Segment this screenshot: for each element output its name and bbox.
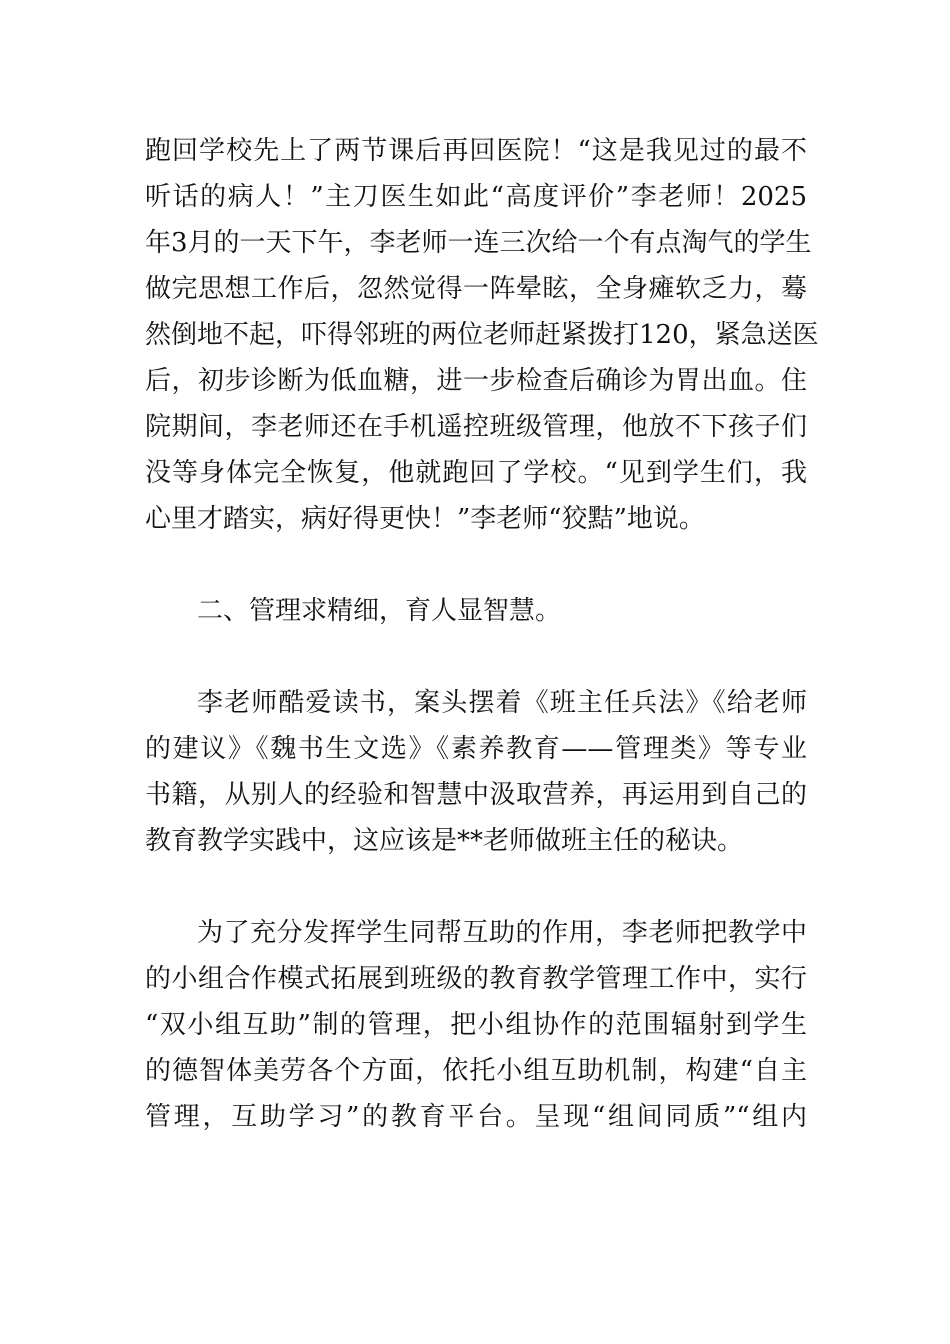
paragraph-reading (145, 680, 807, 864)
text-line: 的建议》《魏书生文选》《素养教育——管理类》等专业 (145, 734, 807, 764)
text-line: 管理，互助学习”的教育平台。呈现“组间同质”“组内 (145, 1102, 807, 1132)
text-line: 的小组合作模式拓展到班级的教育教学管理工作中，实行 (145, 964, 807, 994)
text-line: 的德智体美劳各个方面，依托小组互助机制，构建“自主 (145, 1056, 807, 1086)
text-line: 心里才踏实，病好得更快！”李老师“狡黠”地说。 (145, 504, 705, 534)
text-line: 没等身体完全恢复，他就跑回了学校。“见到学生们，我 (145, 458, 807, 488)
text-line: 书籍，从别人的经验和智慧中汲取营养，再运用到自己的 (145, 780, 807, 810)
text-line: 做完思想工作后，忽然觉得一阵晕眩，全身瘫软乏力，蓦 (145, 274, 807, 304)
heading-line: 二、管理求精细，育人显智慧。 (197, 596, 562, 626)
text-line: 后，初步诊断为低血糖，进一步检查后确诊为胃出血。住 (145, 366, 807, 396)
text-line: 李老师酷爱读书，案头摆着《班主任兵法》《给老师 (197, 688, 807, 718)
paragraph-group-mutual-aid (145, 910, 807, 1140)
text-line: 年3月的一天下午，李老师一连三次给一个有点淘气的学生 (145, 228, 812, 258)
text-line: 听话的病人！”主刀医生如此“高度评价”李老师！2025 (145, 182, 807, 212)
text-line: 为了充分发挥学生同帮互助的作用，李老师把教学中 (197, 918, 807, 948)
text-line: 教育教学实践中，这应该是**老师做班主任的秘诀。 (145, 826, 744, 856)
document-page (145, 128, 819, 1140)
paragraph-gap (145, 634, 807, 680)
paragraph-gap (145, 864, 807, 910)
text-line: “双小组互助”制的管理，把小组协作的范围辐射到学生 (145, 1010, 807, 1040)
paragraph-hospital-story (145, 128, 819, 542)
text-line: 跑回学校先上了两节课后再回医院！“这是我见过的最不 (145, 136, 807, 166)
section-heading (145, 588, 807, 634)
paragraph-gap (145, 542, 807, 588)
text-line: 然倒地不起，吓得邻班的两位老师赶紧拨打120，紧急送医 (145, 320, 819, 350)
text-line: 院期间，李老师还在手机遥控班级管理，他放不下孩子们 (145, 412, 807, 442)
